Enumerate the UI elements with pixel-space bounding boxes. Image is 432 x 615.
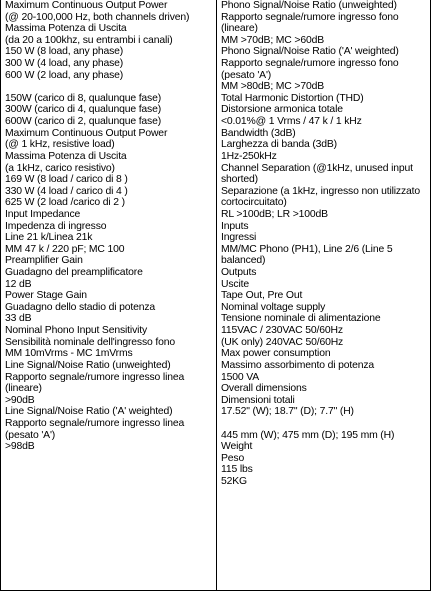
right-spec-line-3: MM >70dB; MC >60dB	[221, 34, 324, 46]
right-spec-line-29: (UK only) 240VAC 50/60Hz	[221, 336, 344, 348]
left-spec-line-4: 150 W (8 load, any phase)	[5, 46, 124, 58]
left-spec-line-9: 300W (carico di 4, qualunque fase)	[5, 104, 162, 116]
left-spec-line-3: (da 20 a 100khz, su entrambi i canali)	[5, 34, 173, 46]
left-spec-line-17: 625 W (2 load /carico di 2 )	[5, 197, 125, 209]
right-spec-line-38: Weight	[221, 441, 253, 453]
left-spec-line-16: 330 W (4 load / carico di 4 )	[5, 185, 128, 197]
right-spec-line-23: Outputs	[221, 267, 257, 279]
right-spec-line-31: Massimo assorbimento di potenza	[221, 359, 375, 371]
right-spec-line-32: 1500 VA	[221, 371, 260, 383]
right-spec-line-21: MM/MC Phono (PH1), Line 2/6 (Line 5	[221, 243, 393, 255]
right-spec-line-26: Nominal voltage supply	[221, 301, 326, 313]
left-spec-column	[5, 0, 214, 453]
right-spec-line-41: 52KG	[221, 475, 247, 487]
left-spec-line-24: 12 dB	[5, 278, 32, 290]
right-spec-line-8: Total Harmonic Distortion (THD)	[221, 92, 364, 104]
right-spec-line-34: Dimensioni totali	[221, 394, 295, 406]
right-spec-line-36	[221, 418, 429, 430]
left-spec-line-14: (a 1kHz, carico resistivo)	[5, 162, 115, 174]
right-spec-line-11: Bandwidth (3dB)	[221, 127, 296, 139]
left-spec-line-36: Rapporto segnale/rumore ingresso linea	[5, 417, 185, 429]
left-spec-line-5: 300 W (4 load, any phase)	[5, 58, 124, 70]
left-spec-line-15: 169 W (8 load / carico di 8 )	[5, 174, 128, 186]
right-spec-line-39: Peso	[221, 452, 245, 464]
left-spec-line-7	[5, 81, 214, 93]
right-spec-line-33: Overall dimensions	[221, 383, 307, 395]
right-spec-line-30: Max power consumption	[221, 348, 331, 360]
right-spec-line-17: cortocircuitato)	[221, 197, 287, 209]
left-spec-line-38: >98dB	[5, 441, 35, 453]
right-spec-line-14: Channel Separation (@1kHz, unused input	[221, 162, 413, 174]
left-spec-line-25: Power Stage Gain	[5, 290, 87, 302]
left-spec-line-2: Massima Potenza di Uscita	[5, 23, 127, 35]
left-spec-line-20: Line 21 k/Linea 21k	[5, 232, 93, 244]
left-spec-line-31: Line Signal/Noise Ratio (unweighted)	[5, 359, 171, 371]
right-spec-line-22: balanced)	[221, 255, 266, 267]
left-spec-line-12: (@ 1 kHz, resistive load)	[5, 139, 115, 151]
right-spec-line-1: Rapporto segnale/rumore ingresso fono	[221, 11, 399, 23]
right-spec-line-25: Tape Out, Pre Out	[221, 290, 303, 302]
right-spec-line-20: Ingressi	[221, 232, 257, 244]
left-spec-line-18: Input Impedance	[5, 208, 81, 220]
right-spec-line-24: Uscite	[221, 278, 249, 290]
right-spec-line-40: 115 lbs	[221, 464, 253, 476]
right-spec-line-28: 115VAC / 230VAC 50/60Hz	[221, 325, 343, 337]
left-spec-line-8: 150W (carico di 8, qualunque fase)	[5, 92, 162, 104]
right-spec-line-9: Distorsione armonica totale	[221, 104, 343, 116]
left-spec-line-10: 600W (carico di 2, qualunque fase)	[5, 116, 162, 128]
left-spec-line-1: (@ 20-100,000 Hz, both channels driven)	[5, 11, 190, 23]
right-spec-line-0: Phono Signal/Noise Ratio (unweighted)	[221, 0, 397, 11]
right-spec-line-15: shorted)	[221, 174, 258, 186]
left-spec-line-22: Preamplifier Gain	[5, 255, 83, 267]
left-spec-line-34: >90dB	[5, 394, 35, 406]
left-spec-line-33: (lineare)	[5, 383, 42, 395]
right-spec-line-18: RL >100dB; LR >100dB	[221, 208, 328, 220]
left-spec-line-0: Maximum Continuous Output Power	[5, 0, 168, 11]
right-spec-line-27: Tensione nominale di alimentazione	[221, 313, 381, 325]
left-spec-line-21: MM 47 k / 220 pF; MC 100	[5, 243, 125, 255]
left-spec-line-29: Sensibilità nominale dell'ingresso fono	[5, 336, 175, 348]
left-spec-line-6: 600 W (2 load, any phase)	[5, 69, 124, 81]
left-spec-line-23: Guadagno del preamplificatore	[5, 267, 143, 279]
left-spec-line-27: 33 dB	[5, 313, 32, 325]
column-divider	[216, 0, 217, 591]
left-spec-line-13: Massima Potenza di Uscita	[5, 150, 127, 162]
right-spec-line-6: (pesato 'A')	[221, 69, 272, 81]
right-spec-line-35: 17.52" (W); 18.7" (D); 7.7" (H)	[221, 406, 354, 418]
left-spec-line-19: Impedenza di ingresso	[5, 220, 107, 232]
left-spec-line-28: Nominal Phono Input Sensitivity	[5, 325, 148, 337]
left-spec-line-35: Line Signal/Noise Ratio ('A' weighted)	[5, 406, 173, 418]
right-spec-line-5: Rapporto segnale/rumore ingresso fono	[221, 58, 399, 70]
right-spec-line-16: Separazione (a 1kHz, ingresso non utilizzato	[221, 185, 421, 197]
left-spec-line-37: (pesato 'A')	[5, 429, 56, 441]
left-spec-line-11: Maximum Continuous Output Power	[5, 127, 168, 139]
left-spec-line-30: MM 10mVrms - MC 1mVrms	[5, 348, 133, 360]
right-spec-line-10: <0.01%@ 1 Vrms / 47 k / 1 kHz	[221, 116, 362, 128]
left-spec-line-26: Guadagno dello stadio di potenza	[5, 301, 156, 313]
left-spec-line-32: Rapporto segnale/rumore ingresso linea	[5, 371, 185, 383]
right-spec-line-2: (lineare)	[221, 23, 258, 35]
right-spec-line-37: 445 mm (W); 475 mm (D); 195 mm (H)	[221, 429, 395, 441]
right-spec-line-12: Larghezza di banda (3dB)	[221, 139, 337, 151]
right-spec-line-4: Phono Signal/Noise Ratio ('A' weighted)	[221, 46, 399, 58]
right-spec-column	[221, 0, 429, 488]
right-spec-line-13: 1Hz-250kHz	[221, 150, 277, 162]
right-spec-line-7: MM >80dB; MC >70dB	[221, 81, 324, 93]
right-spec-line-19: Inputs	[221, 220, 249, 232]
